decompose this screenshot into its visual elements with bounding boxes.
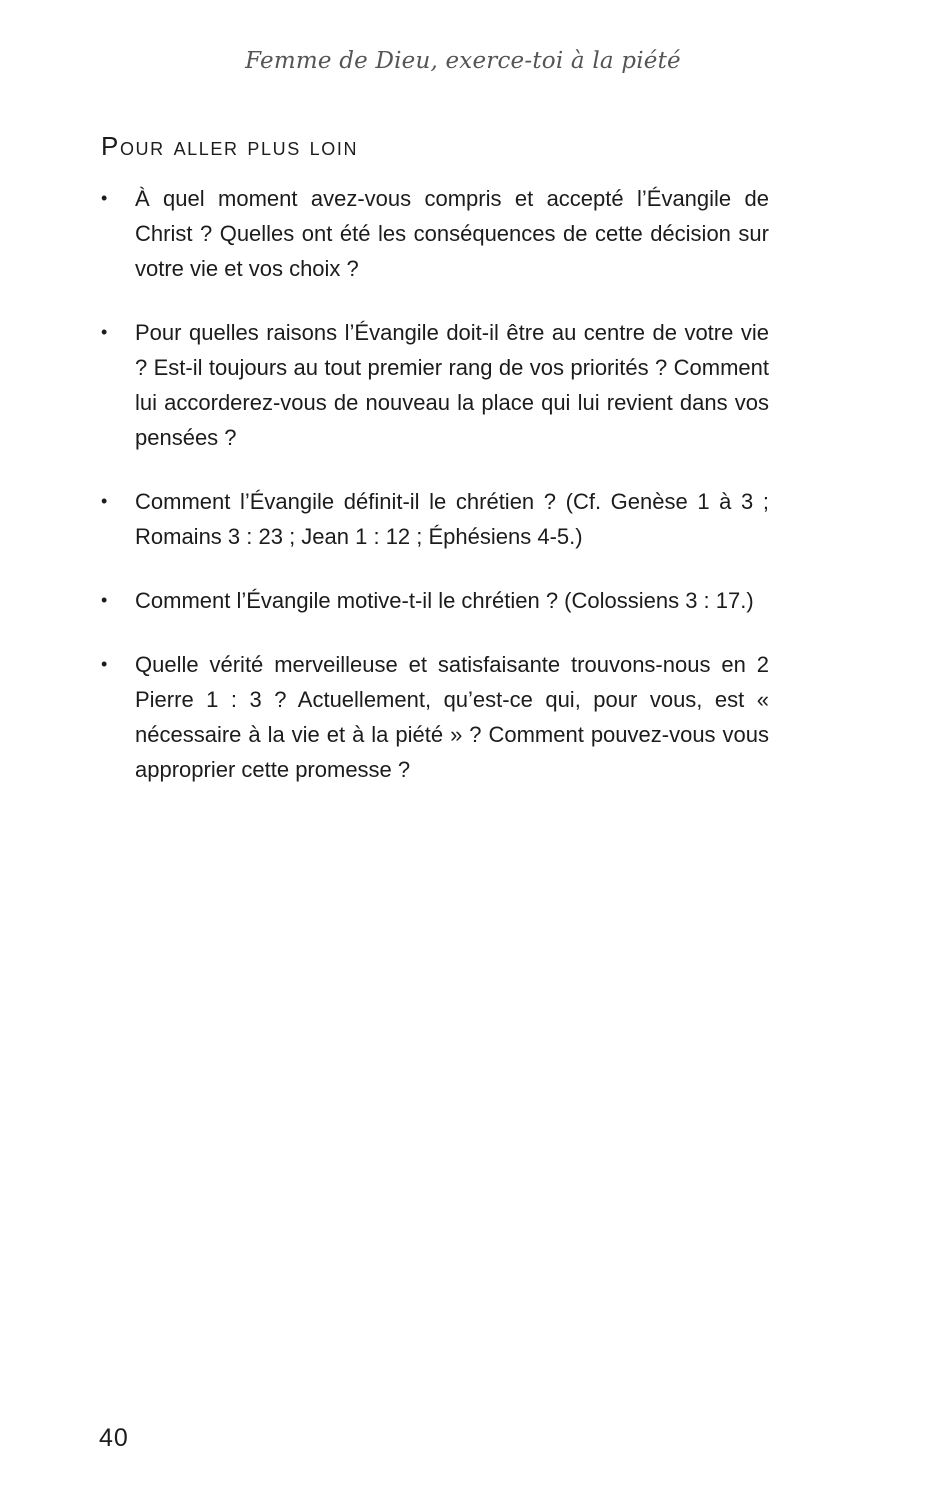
question-text: À quel moment avez-vous compris et accepté l’Évangile de Christ ? Quelles ont été les conséquences de cette décision sur votre vie et vos choix ? <box>135 186 769 281</box>
bullet-icon: • <box>101 654 108 674</box>
question-text: Comment l’Évangile définit-il le chrétien ? (Cf. Genèse 1 à 3 ; Romains 3 : 23 ; Jean 1 : 12 ; Éphésiens 4-5.) <box>135 489 769 549</box>
bullet-icon: • <box>101 491 108 511</box>
question-text: Comment l’Évangile motive-t-il le chrétien ? (Colossiens 3 : 17.) <box>135 588 754 613</box>
bullet-icon: • <box>101 590 108 610</box>
bullet-icon: • <box>101 322 108 342</box>
question-item <box>101 647 769 787</box>
question-list <box>101 181 769 816</box>
question-item <box>101 315 769 455</box>
question-text: Pour quelles raisons l’Évangile doit-il être au centre de votre vie ? Est-il toujours au tout premier rang de vos priorités ? Comment lui accorderez-vous de nouveau la place qui lui revient dans vos pensées ? <box>135 320 769 450</box>
question-item <box>101 181 769 286</box>
bullet-icon: • <box>101 188 108 208</box>
section-heading: Pour aller plus loin <box>101 131 359 161</box>
question-text: Quelle vérité merveilleuse et satisfaisante trouvons-nous en 2 Pierre 1 : 3 ? Actuellement, qu’est-ce qui, pour vous, est « nécessaire à la vie et à la piété » ? Comment pouvez-vous vous approprier cette promesse ? <box>135 652 769 782</box>
question-item <box>101 583 769 618</box>
page-number: 40 <box>99 1424 129 1452</box>
running-header: Femme de Dieu, exerce-toi à la piété <box>245 48 681 74</box>
question-item <box>101 484 769 554</box>
